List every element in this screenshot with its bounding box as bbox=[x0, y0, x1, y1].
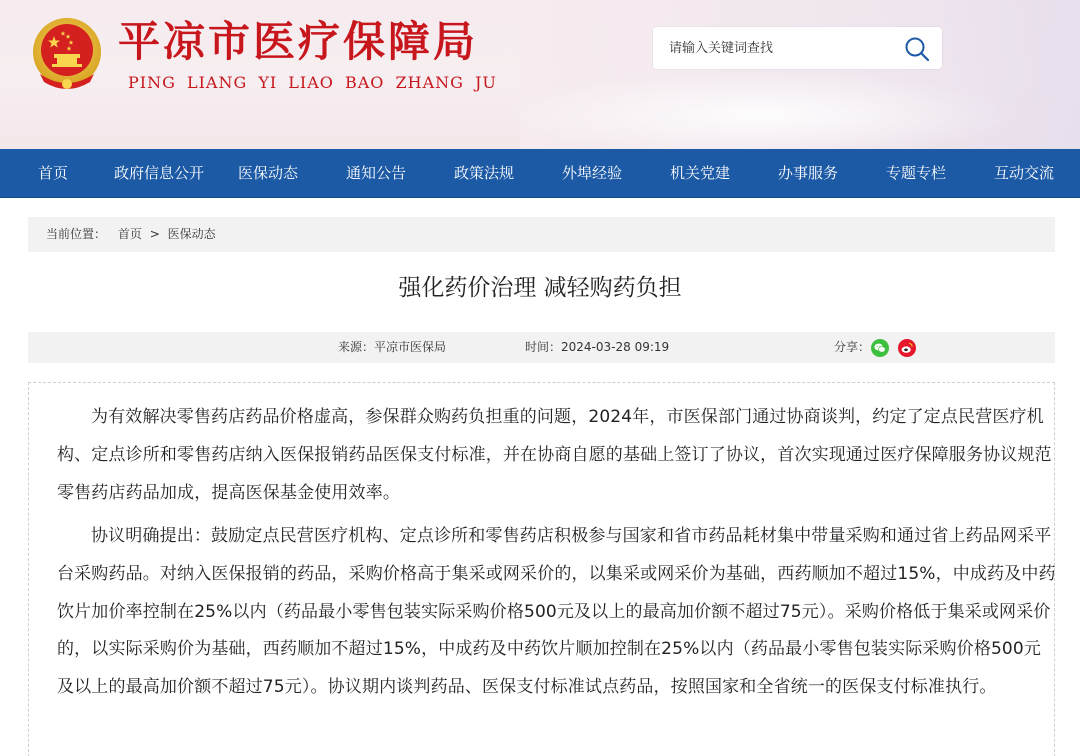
site-pinyin: PING LIANG YI LIAO BAO ZHANG JU bbox=[128, 73, 497, 92]
nav-item-interaction[interactable]: 互动交流 bbox=[994, 164, 1055, 182]
wechat-icon[interactable] bbox=[871, 339, 889, 357]
article-title: 强化药价治理 减轻购药负担 bbox=[398, 275, 682, 301]
breadcrumb-label: 当前位置： bbox=[46, 227, 107, 241]
nav-item-gov-info[interactable]: 政府信息公开 bbox=[114, 164, 205, 182]
nav-item-topics[interactable]: 专题专栏 bbox=[886, 164, 947, 182]
nav-item-news[interactable]: 医保动态 bbox=[238, 164, 299, 182]
search-input[interactable] bbox=[653, 27, 893, 69]
breadcrumb-current-link[interactable]: 医保动态 bbox=[167, 227, 216, 241]
article-source bbox=[338, 332, 446, 363]
nav-item-home[interactable]: 首页 bbox=[38, 164, 69, 182]
national-emblem-icon bbox=[30, 14, 104, 94]
share-label: 分享： bbox=[834, 340, 871, 354]
breadcrumb-home-link[interactable]: 首页 bbox=[117, 227, 142, 241]
header-glow bbox=[500, 70, 1020, 149]
site-title: 平凉市医疗保障局 bbox=[118, 17, 479, 66]
time-label: 时间： bbox=[525, 340, 562, 354]
weibo-icon[interactable] bbox=[898, 339, 916, 357]
source-value: 平凉市医保局 bbox=[374, 340, 447, 354]
nav-item-policies[interactable]: 政策法规 bbox=[454, 164, 515, 182]
nav-item-services[interactable]: 办事服务 bbox=[778, 164, 839, 182]
article-paragraph: 为有效解决零售药店药品价格虚高，参保群众购药负担重的问题，2024年，市医保部门通过协商谈判，约定了定点民营医疗机构、定点诊所和零售药店纳入医保报销药品医保支付标准，并在协商自愿的基础上签订了协议，首次实现通过医疗保障服务协议规范零售药店药品加成，提高医保基金使用效率。 bbox=[57, 407, 1052, 503]
nav-item-notices[interactable]: 通知公告 bbox=[346, 164, 407, 182]
breadcrumb bbox=[28, 217, 1055, 252]
breadcrumb-separator: > bbox=[149, 227, 160, 241]
article-meta bbox=[28, 332, 1055, 363]
nav-item-external[interactable]: 外埠经验 bbox=[562, 164, 623, 182]
source-label: 来源： bbox=[338, 340, 375, 354]
search-box bbox=[653, 27, 942, 69]
article-paragraph: 协议明确提出：鼓励定点民营医疗机构、定点诊所和零售药店积极参与国家和省市药品耗材集中带量采购和通过省上药品网采平台采购药品。对纳入医保报销的药品，采购价格高于集采或网采价的，以集采或网采价为基础，西药顺加不超过15%，中成药及中药饮片加价率控制在25%以内（药品最小零售包装实际采购价格500元及以上的最高加价额不超过75元）。采购价格低于集采或网采价的，以实际采购价为基础，西药顺加不超过15%，中成药及中药饮片顺加控制在25%以内（药品最小零售包装实际采购价格500元及以上的最高加价额不超过75元）。协议期内谈判药品、医保支付标准试点药品，按照国家和全省统一的医保支付标准执行。 bbox=[57, 526, 1056, 698]
article-content bbox=[28, 382, 1055, 756]
site-header bbox=[0, 0, 1080, 149]
article-time bbox=[525, 332, 669, 363]
time-value: 2024-03-28 09:19 bbox=[561, 340, 670, 354]
search-icon[interactable] bbox=[904, 36, 930, 62]
nav-item-party[interactable]: 机关党建 bbox=[670, 164, 731, 182]
main-nav bbox=[0, 149, 1080, 198]
